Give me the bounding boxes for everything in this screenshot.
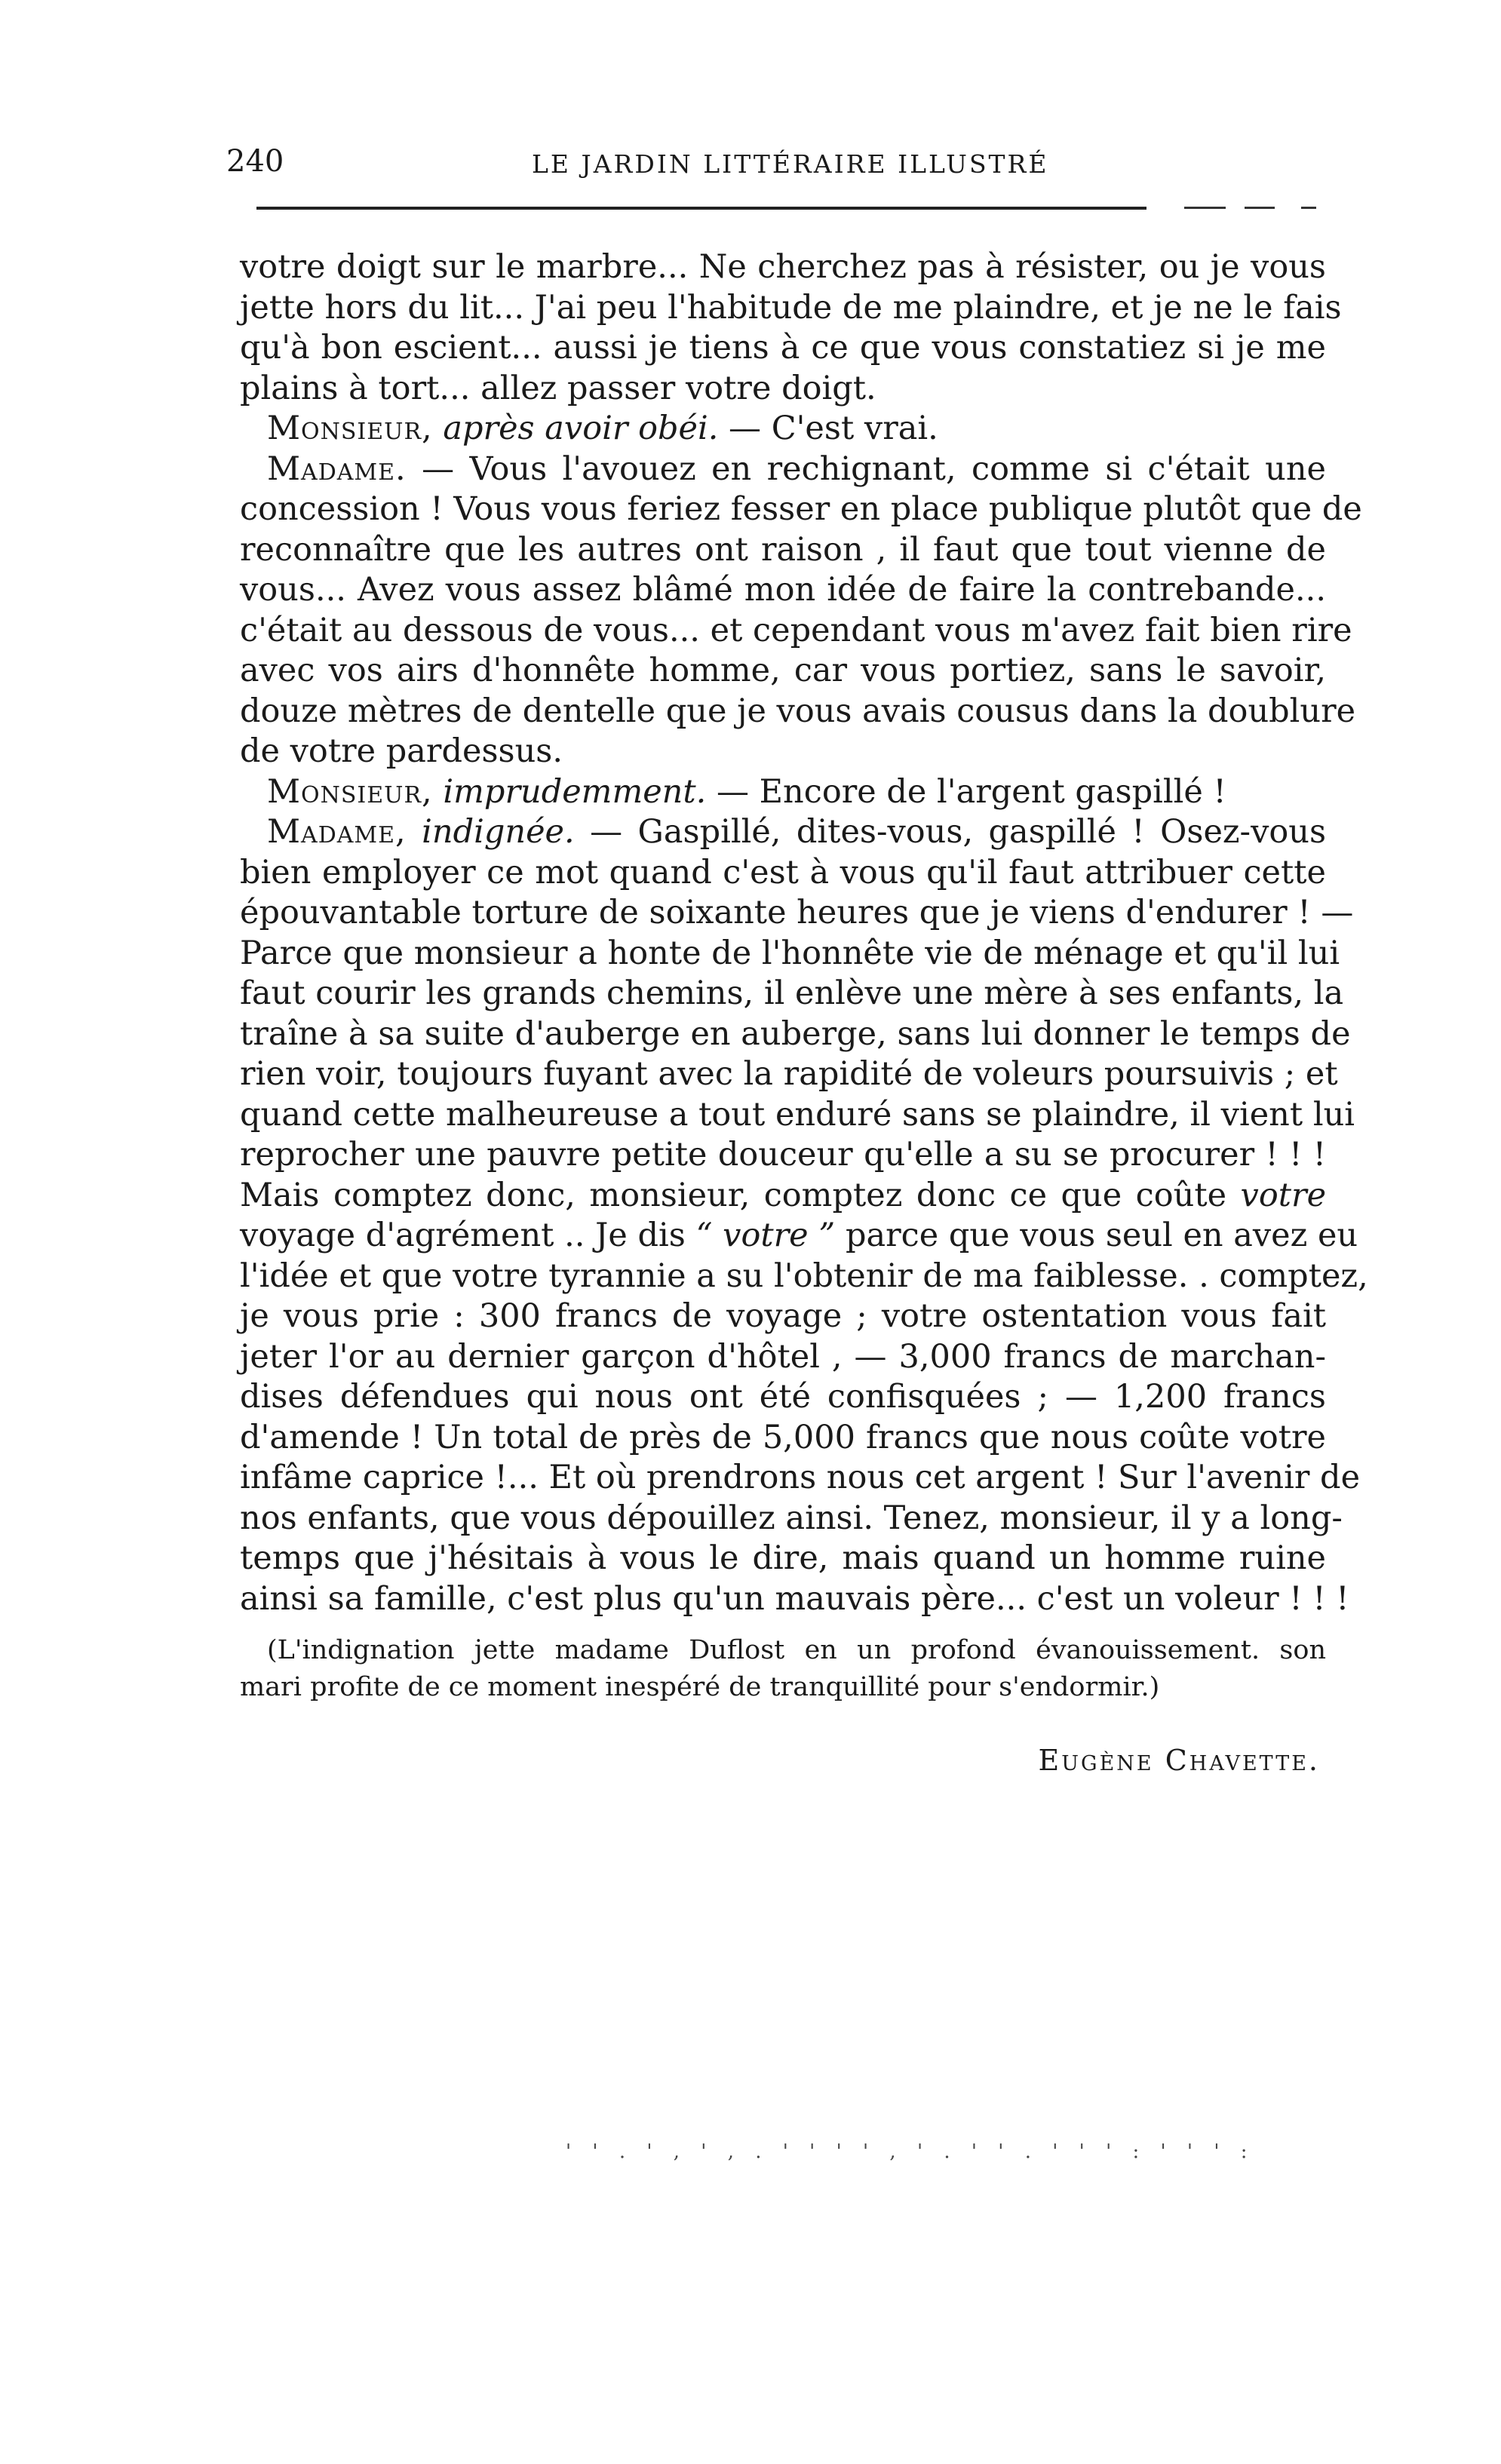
text-line: Parce que monsieur a honte de l'honnête vie de ménage et qu'il lui xyxy=(240,934,1340,972)
print-specks: ' ' . ' , ' , . ' ' ' ' , ' . ' ' . ' ' ' : ' ' ' : xyxy=(566,2140,1255,2163)
page-header xyxy=(226,145,1312,190)
text-line xyxy=(240,450,1326,490)
text-line: votre doigt sur le marbre... Ne cherchez pas à résister, ou je vous xyxy=(240,248,1326,286)
paragraph xyxy=(240,812,1368,1619)
text-line: rien voir, toujours fuyant avec la rapidité de voleurs poursuivis ; et xyxy=(240,1055,1338,1093)
stage-direction: indignée. xyxy=(422,813,575,851)
text-line: mari profite de ce moment inespéré de tranquillité pour s'endormir.) xyxy=(240,1672,1160,1702)
paragraph xyxy=(240,409,1326,450)
stage-note xyxy=(240,1632,1326,1706)
text-line: concession ! Vous vous feriez fesser en place publique plutôt que de xyxy=(240,490,1362,528)
header-rule-dash xyxy=(1184,207,1226,209)
running-head: LE JARDIN LITTÉRAIRE ILLUSTRÉ xyxy=(532,149,1049,179)
text-line: d'amende ! Un total de près de 5,000 francs que nous coûte votre xyxy=(240,1418,1326,1456)
speaker-name: Monsieur, xyxy=(267,772,433,811)
text-line: quand cette malheureuse a tout enduré sans se plaindre, il vient lui xyxy=(240,1095,1355,1134)
text-line xyxy=(240,1216,1358,1257)
text-line xyxy=(240,812,1326,853)
text-line xyxy=(240,409,1326,450)
text-line: jette hors du lit... J'ai peu l'habitude de me plaindre, et je ne le fais xyxy=(240,288,1342,327)
text-line xyxy=(240,1176,1326,1217)
stage-direction: imprudemment. xyxy=(443,772,707,811)
text-line: dises défendues qui nous ont été confisquées ; — 1,200 francs xyxy=(240,1378,1326,1416)
author-signature: Eugène Chavette. xyxy=(1038,1744,1320,1777)
dialogue: — Encore de l'argent gaspillé ! xyxy=(716,772,1226,811)
body-text xyxy=(240,247,1368,1619)
dialogue: — Gaspillé, dites-vous, gaspillé ! Osez-vous xyxy=(590,813,1327,851)
text-line: de votre pardessus. xyxy=(240,732,563,770)
text-line: avec vos airs d'honnête homme, car vous portiez, sans le savoir, xyxy=(240,652,1326,689)
text-line: ainsi sa famille, c'est plus qu'un mauvais père... c'est un voleur ! ! ! xyxy=(240,1579,1349,1618)
text-line: bien employer ce mot quand c'est à vous qu'il faut attribuer cette xyxy=(240,853,1326,891)
emphasis: votre xyxy=(1240,1176,1327,1214)
dialogue: — C'est vrai. xyxy=(729,410,938,447)
text-line: temps que j'hésitais à vous le dire, mais quand un homme ruine xyxy=(240,1539,1326,1577)
header-rule-dash xyxy=(1301,207,1316,209)
text-segment: parce que vous seul en avez eu xyxy=(845,1217,1358,1254)
text-line: reprocher une pauvre petite douceur qu'elle a su se procurer ! ! ! xyxy=(240,1136,1326,1174)
header-rule-dash xyxy=(1245,207,1275,209)
text-line: infâme caprice !... Et où prendrons nous cet argent ! Sur l'avenir de xyxy=(240,1459,1361,1496)
text-line: qu'à bon escient... aussi je tiens à ce que vous constatiez si je me xyxy=(240,329,1326,367)
header-rule xyxy=(256,207,1316,210)
text-line: vous... Avez vous assez blâmé mon idée de faire la contrebande... xyxy=(240,571,1326,609)
text-line: (L'indignation jette madame Duflost en un profond évanouissement. son xyxy=(267,1635,1326,1665)
text-line: plains à tort... allez passer votre doigt. xyxy=(240,369,876,407)
text-line: douze mètres de dentelle que je vous avais cousus dans la doublure xyxy=(240,692,1356,730)
text-segment: voyage d'agrément .. Je dis xyxy=(240,1217,686,1254)
text-line: traîne à sa suite d'auberge en auberge, sans lui donner le temps de xyxy=(240,1014,1351,1053)
header-rule-solid xyxy=(256,207,1146,210)
text-line: l'idée et que votre tyrannie a su l'obtenir de ma faiblesse. . comptez, xyxy=(240,1257,1368,1295)
speaker-name: Madame, xyxy=(267,813,407,851)
page-number: 240 xyxy=(226,144,284,179)
text-line: jeter l'or au dernier garçon d'hôtel , — 3,000 francs de marchan- xyxy=(240,1337,1326,1376)
text-segment: Mais comptez donc, monsieur, comptez donc ce que coûte xyxy=(240,1176,1227,1214)
text-line: nos enfants, que vous dépouillez ainsi. Tenez, monsieur, il y a long- xyxy=(240,1499,1343,1537)
emphasis: “ votre ” xyxy=(695,1217,836,1254)
dialogue: — Vous l'avouez en rechignant, comme si c'était une xyxy=(422,450,1326,488)
text-line: épouvantable torture de soixante heures que je viens d'endurer ! — xyxy=(240,894,1354,931)
text-line: c'était au dessous de vous... et cependant vous m'avez fait bien rire xyxy=(240,611,1352,649)
speaker-name: Madame. xyxy=(267,450,407,488)
paragraph xyxy=(240,247,1342,409)
speaker-name: Monsieur, xyxy=(267,410,433,447)
text-line: faut courir les grands chemins, il enlève une mère à ses enfants, la xyxy=(240,974,1344,1012)
text-line: reconnaître que les autres ont raison , il faut que tout vienne de xyxy=(240,530,1326,569)
text-line xyxy=(240,772,1326,813)
stage-direction: après avoir obéi. xyxy=(443,410,719,447)
text-line: je vous prie : 300 francs de voyage ; votre ostentation vous fait xyxy=(240,1297,1326,1335)
paragraph xyxy=(240,450,1362,772)
paragraph xyxy=(240,772,1326,813)
